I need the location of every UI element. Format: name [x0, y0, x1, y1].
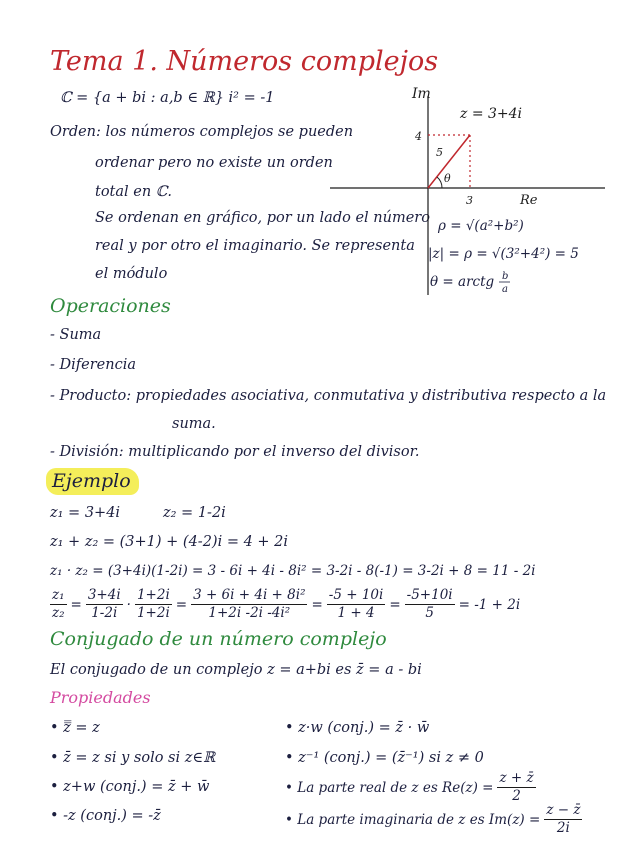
- orden-line-3: total en ℂ.: [95, 184, 172, 200]
- page-title: Tema 1. Números complejos: [50, 46, 439, 77]
- angle-label: θ: [444, 172, 451, 185]
- division-op-4: =: [311, 596, 323, 613]
- prop-right-4: [285, 802, 586, 837]
- y-tick-label: 4: [415, 130, 422, 143]
- division-op-3: =: [175, 596, 188, 613]
- op-division: - División: multiplicando por el inverso del divisor.: [50, 444, 420, 460]
- division-op-5: =: [389, 596, 401, 613]
- division-op-1: =: [70, 596, 82, 613]
- division-fraction-3: $\frac{1+2i}{1+2i}$: [136, 587, 170, 621]
- prop-right-2: • z⁻¹ (conj.) = (z̄⁻¹) si z ≠ 0: [285, 750, 484, 766]
- orden-line-2: ordenar pero no existe un orden: [95, 155, 333, 171]
- division-op-2: ·: [126, 596, 131, 613]
- division-fraction-2: $\frac{3+4i}{1-2i}$: [87, 587, 121, 621]
- prop-left-2: • z̄ = z si y solo si z∈ℝ: [50, 750, 216, 766]
- modulus-side-label: 5: [436, 146, 443, 159]
- z1-value: z₁ = 3+4i: [50, 505, 121, 521]
- prop-left-1: • z̿ = z: [50, 720, 100, 736]
- modulus-formula: |z| = ρ = √(3²+4²) = 5: [428, 246, 579, 262]
- sum-example: z₁ + z₂ = (3+1) + (4-2)i = 4 + 2i: [50, 534, 289, 550]
- operaciones-heading: Operaciones: [50, 295, 171, 317]
- division-fraction-4: $\frac{\text{3 + 6i + 4i + 8i²}}{\text{1+2i -2i -4i²}}$: [193, 587, 306, 621]
- z2-value: z₂ = 1-2i: [163, 505, 226, 521]
- re-axis-label: Re: [520, 193, 538, 208]
- im-fraction: $\frac{z - z̄}{2i}$: [546, 802, 581, 836]
- op-producto: - Producto: propiedades asociativa, conmutativa y distributiva respecto a la: [50, 388, 607, 404]
- prop-im-label: • La parte imaginaria de z es Im(z) =: [285, 811, 541, 828]
- im-axis-label: Im: [412, 86, 431, 102]
- propiedades-heading: Propiedades: [50, 688, 151, 707]
- complex-definition: ℂ = {a + bi : a,b ∈ ℝ} i² = -1: [60, 90, 275, 106]
- x-tick-label: 3: [466, 194, 473, 207]
- ejemplo-highlight: Ejemplo: [46, 468, 139, 495]
- theta-fraction-den: a: [502, 284, 508, 295]
- re-fraction: $\frac{z + z̄}{2}$: [499, 770, 534, 804]
- prop-right-1: • z·w (conj.) = z̄ · w̄: [285, 720, 430, 736]
- prop-left-4: • -z (conj.) = -z̄: [50, 808, 161, 824]
- division-fraction-5: $\frac{-5 + 10i}{1 + 4}$: [328, 587, 384, 621]
- division-result: = -1 + 2i: [458, 596, 521, 613]
- orden-line-6: el módulo: [95, 266, 168, 282]
- angle-arc: [437, 177, 442, 188]
- ejemplo-heading: [46, 470, 139, 492]
- division-example: [46, 587, 520, 622]
- theta-formula: θ = arctg: [430, 274, 495, 290]
- division-fraction-6: $\frac{-5+10i}{5}$: [406, 587, 453, 621]
- prop-right-3: [285, 770, 540, 805]
- conjugado-heading: Conjugado de un número complejo: [50, 628, 387, 650]
- op-diferencia: - Diferencia: [50, 357, 136, 373]
- op-suma: - Suma: [50, 327, 102, 343]
- prop-left-3: • z+w (conj.) = z̄ + w̄: [50, 779, 210, 795]
- orden-line-4: Se ordenan en gráfico, por un lado el número: [95, 210, 430, 226]
- rho-formula: ρ = √(a²+b²): [438, 218, 524, 234]
- prop-re-label: • La parte real de z es Re(z) =: [285, 779, 494, 796]
- op-producto-cont: suma.: [172, 416, 216, 432]
- theta-fraction-num: b: [502, 271, 509, 282]
- conjugado-text: El conjugado de un complejo z = a+bi es z̄ = a - bi: [50, 662, 422, 678]
- orden-line-1: Orden: los números complejos se pueden: [50, 124, 354, 140]
- orden-line-5: real y por otro el imaginario. Se representa: [95, 238, 415, 254]
- product-example: z₁ · z₂ = (3+4i)(1-2i) = 3 - 6i + 4i - 8i² = 3-2i - 8(-1) = 3-2i + 8 = 11 - 2i: [50, 563, 536, 579]
- division-fraction-1: $\frac{\text{z₁}}{\text{z₂}}$: [52, 587, 65, 621]
- point-label: z = 3+4i: [460, 106, 523, 122]
- complex-plane-graph: [320, 80, 610, 300]
